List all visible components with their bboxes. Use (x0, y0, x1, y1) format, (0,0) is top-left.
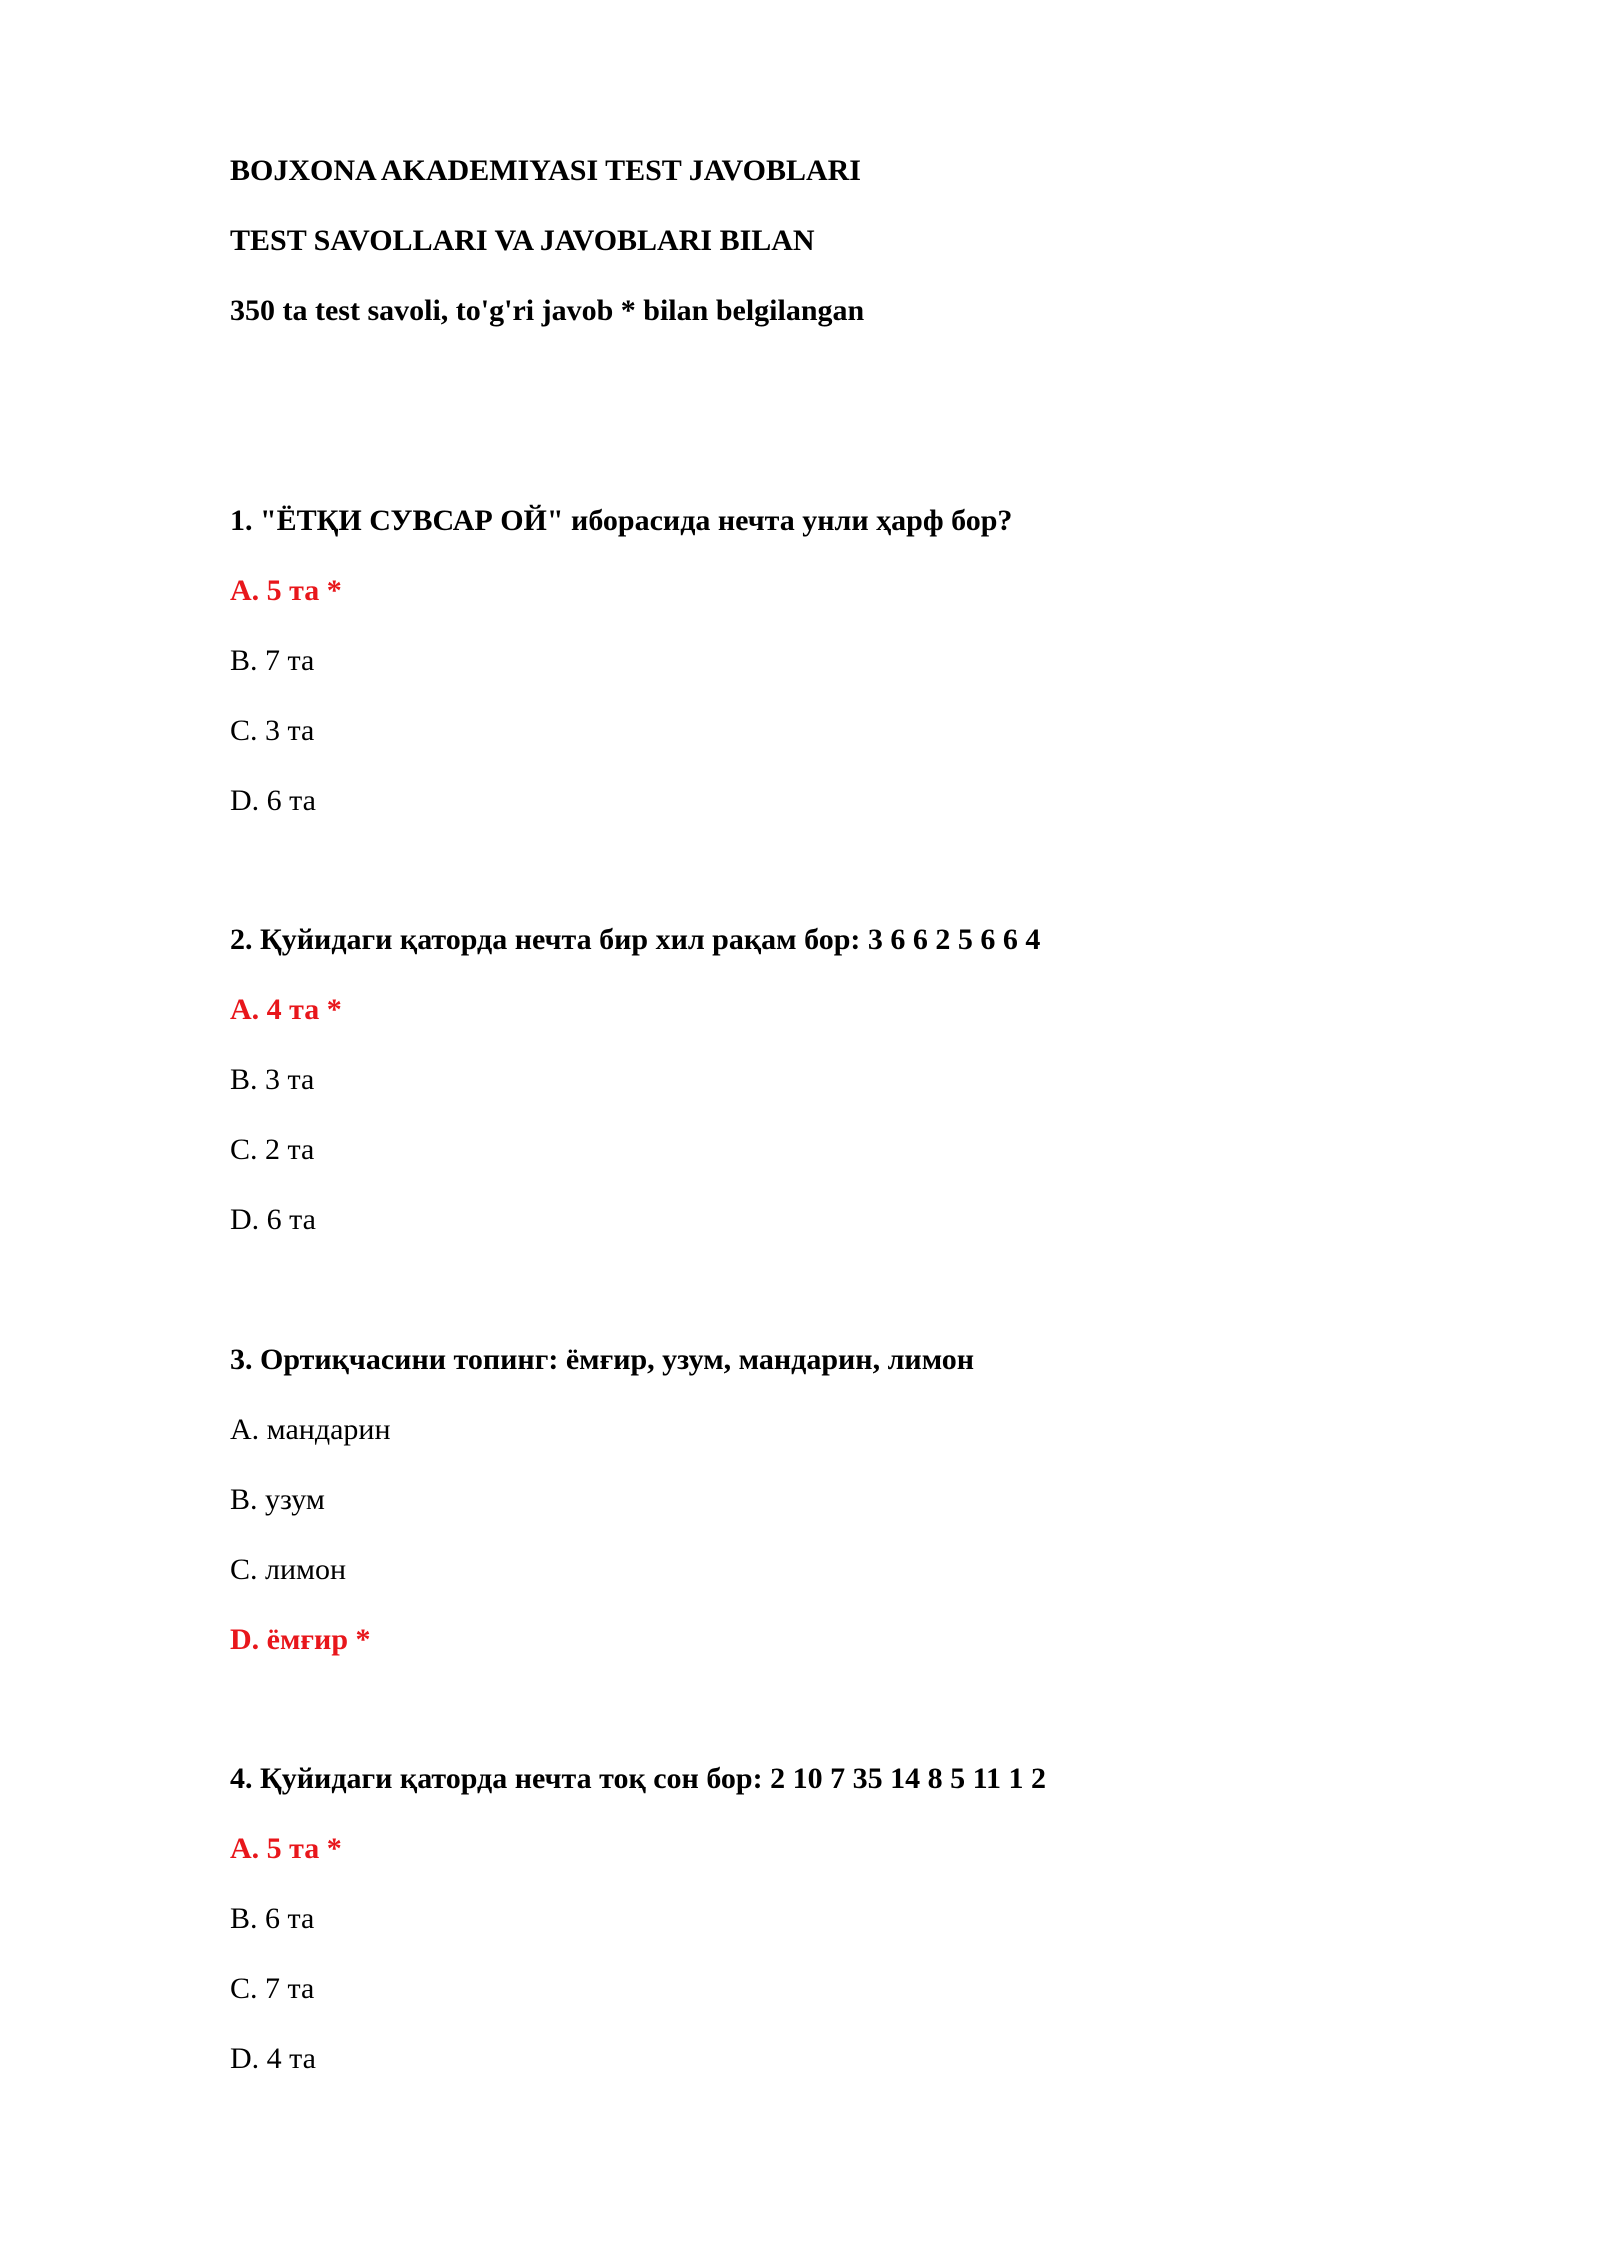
answer-option: A. мандарин (230, 1413, 391, 1446)
answer-option: B. 3 та (230, 1063, 315, 1096)
answer-option: C. лимон (230, 1553, 347, 1586)
correct-answer-option: A. 4 та * (230, 993, 342, 1026)
answer-option: D. 6 та (230, 1203, 316, 1236)
correct-answer-option: A. 5 та * (230, 574, 342, 607)
correct-answer-option: A. 5 та * (230, 1832, 342, 1865)
correct-answer-option: D. ёмғир * (230, 1623, 371, 1656)
answer-option: C. 2 та (230, 1133, 315, 1166)
question-text: 3. Ортиқчасини топинг: ёмғир, узум, мандарин, лимон (230, 1343, 975, 1376)
answer-option: C. 3 та (230, 714, 315, 747)
question-text: 1. "ЁТҚИ СУВСАР ОЙ" иборасида нечта унли ҳарф бор? (230, 504, 1013, 537)
answer-option: C. 7 та (230, 1972, 315, 2005)
document-subtitle: TEST SAVOLLARI VA JAVOBLARI BILAN (230, 224, 815, 257)
document-title: BOJXONA AKADEMIYASI TEST JAVOBLARI (230, 154, 861, 187)
answer-option: D. 6 та (230, 784, 316, 817)
answer-option: B. 7 та (230, 644, 315, 677)
document-note: 350 ta test savoli, to'g'ri javob * bilan belgilangan (230, 294, 865, 327)
answer-option: D. 4 та (230, 2042, 316, 2075)
question-text: 2. Қуйидаги қаторда нечта бир хил рақам бор: 3 6 6 2 5 6 6 4 (230, 923, 1041, 956)
answer-option: B. 6 та (230, 1902, 315, 1935)
answer-option: B. узум (230, 1483, 325, 1516)
question-text: 4. Қуйидаги қаторда нечта тоқ сон бор: 2 10 7 35 14 8 5 11 1 2 (230, 1762, 1046, 1795)
